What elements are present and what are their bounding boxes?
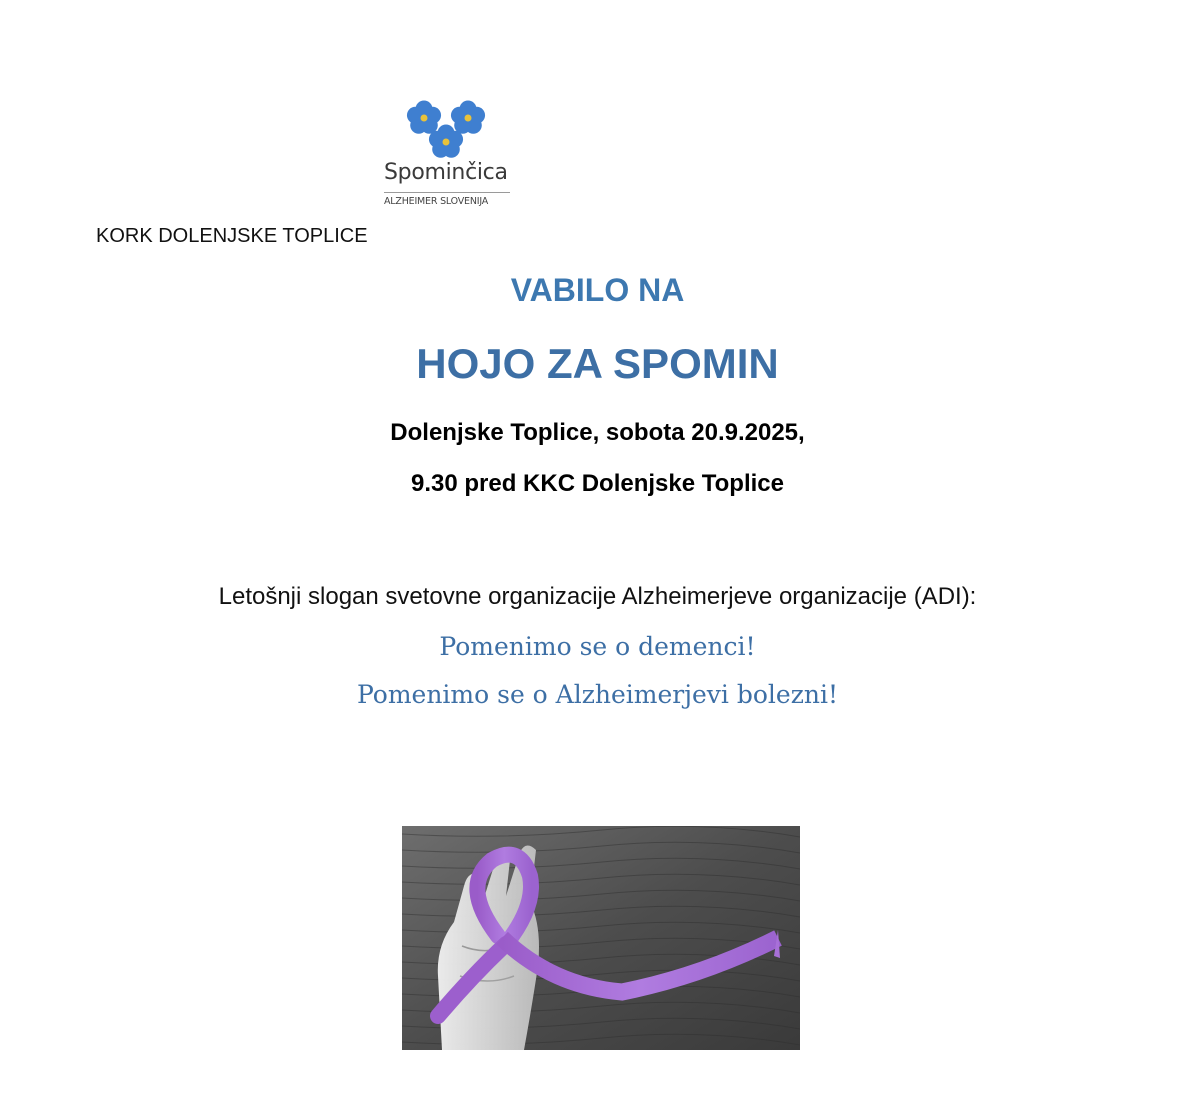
organization-name: KORK DOLENJSKE TOPLICE bbox=[96, 225, 368, 247]
spomincica-logo bbox=[378, 96, 518, 214]
flower-1 bbox=[407, 101, 441, 134]
event-date-line: Dolenjske Toplice, sobota 20.9.2025, bbox=[390, 419, 805, 446]
logo-subtitle: ALZHEIMER SLOVENIJA bbox=[384, 196, 489, 207]
ribbon-in-hand-image bbox=[402, 826, 800, 1050]
logo-name: Spominčica bbox=[384, 160, 508, 185]
invitation-title-line1: VABILO NA bbox=[510, 272, 685, 308]
slogan-intro: Letošnji slogan svetovne organizacije Alzheimerjeve organizacije (ADI): bbox=[218, 583, 977, 610]
purple-ribbon-photo bbox=[402, 826, 800, 1050]
logo-divider bbox=[384, 192, 510, 193]
forget-me-not-flowers-icon bbox=[378, 96, 518, 160]
flower-2 bbox=[451, 101, 485, 134]
slogan-line2: Pomenimo se o Alzheimerjevi bolezni! bbox=[356, 680, 839, 709]
event-place-line: 9.30 pred KKC Dolenjske Toplice bbox=[411, 470, 784, 497]
invitation-title-line2: HOJO ZA SPOMIN bbox=[416, 340, 779, 387]
slogan-line1: Pomenimo se o demenci! bbox=[439, 632, 756, 661]
